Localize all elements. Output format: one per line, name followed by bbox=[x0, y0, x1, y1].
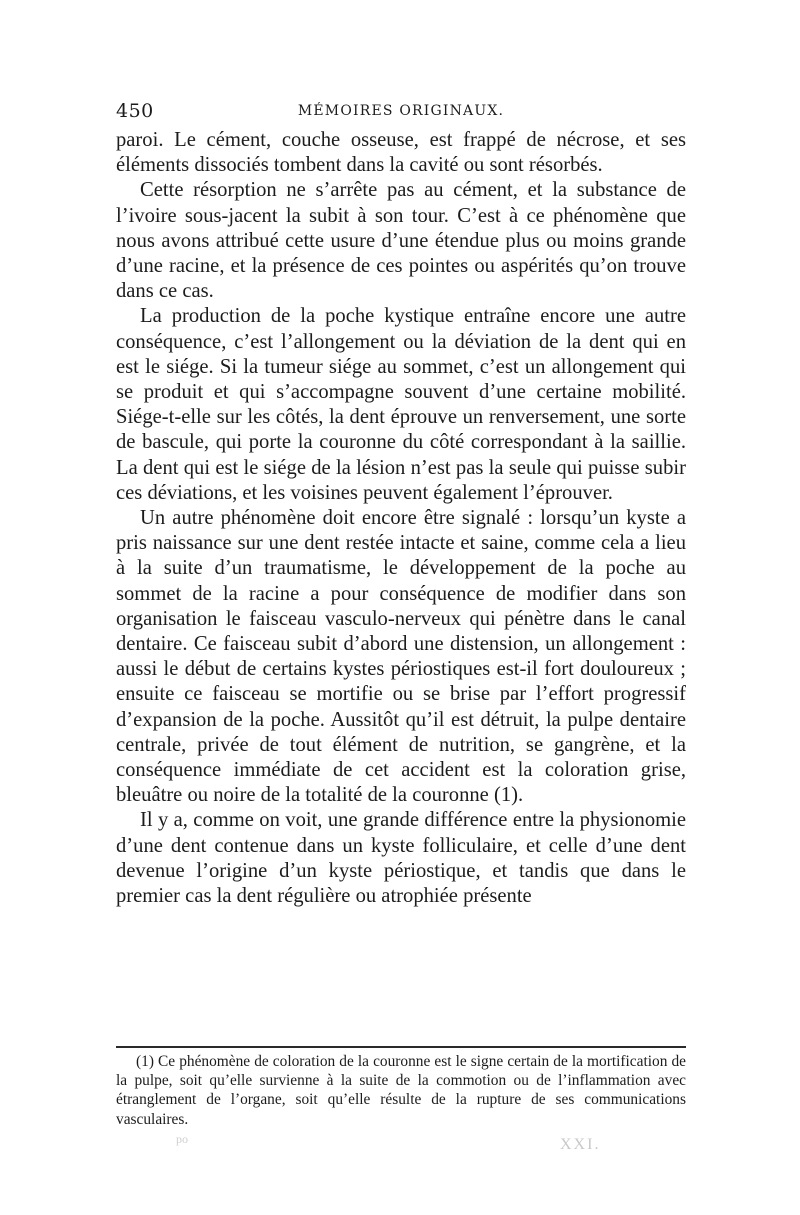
page-header bbox=[116, 100, 686, 124]
page-number: 450 bbox=[116, 100, 154, 122]
running-head: MÉMOIRES ORIGINAUX. bbox=[297, 103, 505, 119]
footnote: (1) Ce phénomène de coloration de la couronne est le signe certain de la mortification de la pulpe, soit qu’elle survienne à la suite de la commotion ou de l’inflammation avec étranglement de l’organe, soit qu’elle résulte de la rupture de ses communications vasculaires. bbox=[116, 1053, 686, 1128]
paragraph: Cette résorption ne s’arrête pas au cément, et la substance de l’ivoire sous-jacent la subit à son tour. C’est à ce phénomène que nous avons attribué cette usure d’une étendue plus ou moins grande d’une racine, et la présence de ces pointes ou aspérités qu’on trouve dans ce cas. bbox=[116, 179, 686, 303]
body-text bbox=[116, 128, 686, 909]
footnote-divider bbox=[116, 1046, 686, 1048]
bleed-through-text: po bbox=[176, 1132, 188, 1146]
paragraph: La production de la poche kystique entraîne encore une autre conséquence, c’est l’allongement ou la déviation de la dent qui en est le siége. Si la tumeur siége au sommet, c’est un allongement qui se produit et qui s’accompagne souvent d’une certaine mobilité. Siége-t-elle sur les côtés, la dent éprouve un renversement, une sorte de bascule, qui porte la couronne du côté correspondant à la saillie. La dent qui est le siége de la lésion n’est pas la seule qui puisse subir ces déviations, et les voisines peuvent également l’éprouver. bbox=[116, 305, 686, 504]
paragraph-continued: paroi. Le cément, couche osseuse, est frappé de nécrose, et ses éléments dissociés tombent dans la cavité ou sont résorbés. bbox=[116, 129, 686, 177]
paragraph: Un autre phénomène doit encore être signalé : lorsqu’un kyste a pris naissance sur une dent restée intacte et saine, comme cela a lieu à la suite d’un traumatisme, le développement de la poche au sommet de la racine a pour conséquence de modifier dans son organisation le faisceau vasculo-nerveux qui pénètre dans le canal dentaire. Ce faisceau subit d’abord une distension, un allongement : aussi le début de certains kystes périostiques est-il fort douloureux ; ensuite ce faisceau se mortifie ou se brise par l’effort progressif d’expansion de la poche. Aussitôt qu’il est détruit, la pulpe dentaire centrale, privée de tout élément de nutrition, se gangrène, et la conséquence immédiate de cet accident est la coloration grise, bleuâtre ou noire de la totalité de la couronne (1). bbox=[116, 507, 686, 807]
bleed-through-text: XXI. bbox=[560, 1136, 601, 1153]
paragraph: Il y a, comme on voit, une grande différence entre la physionomie d’une dent contenue dans un kyste folliculaire, et celle d’une dent devenue l’origine d’un kyste périostique, et tandis que dans le premier cas la dent régulière ou atrophiée présente bbox=[116, 809, 686, 908]
